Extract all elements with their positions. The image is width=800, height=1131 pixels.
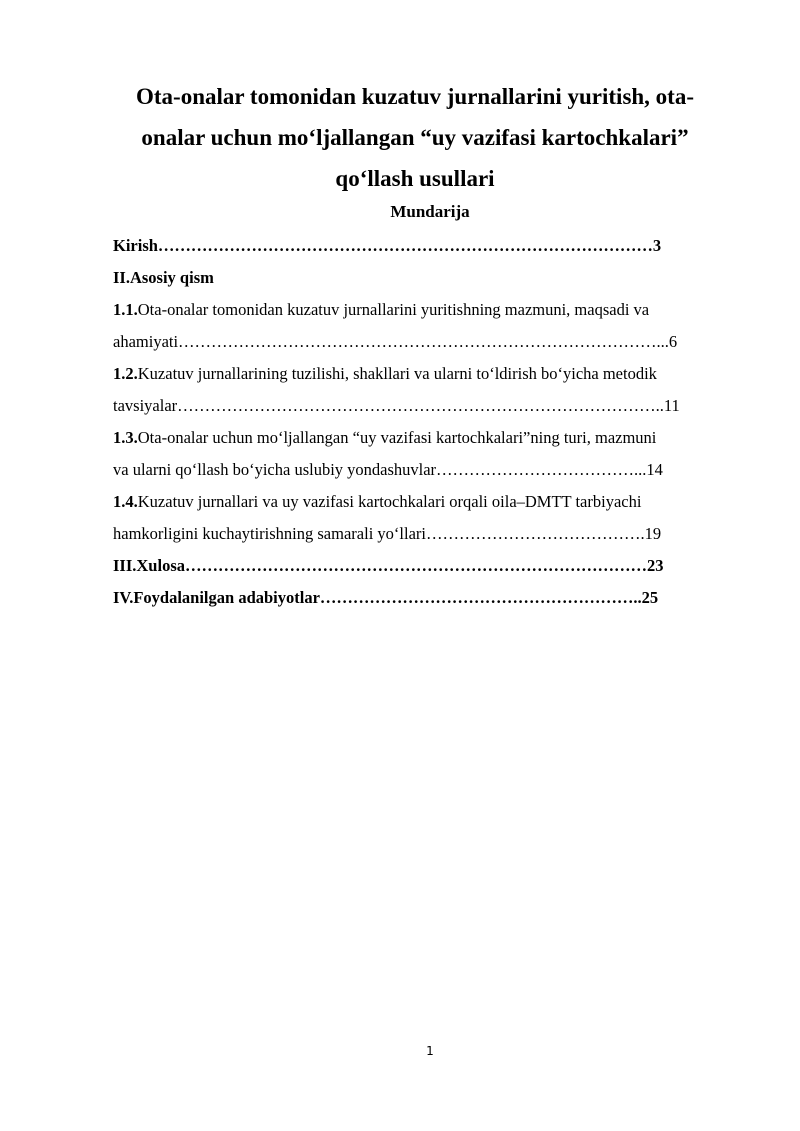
toc-entry-part2: II.Asosiy qism bbox=[113, 268, 214, 287]
toc-entry-1-2-number: 1.2. bbox=[113, 364, 138, 383]
toc-heading: Mundarija bbox=[390, 202, 470, 221]
toc-entry-1-3 bbox=[113, 422, 753, 454]
title-line-3: qo‘llash usullari bbox=[335, 166, 495, 191]
toc-entry-1-1-cont: ahamiyati……………………………………………………………………………...6 bbox=[113, 332, 678, 351]
document-title bbox=[120, 76, 710, 199]
toc-entry-1-3-cont: va ularni qo‘llash bo‘yicha uslubiy yondashuvlar………………………………...14 bbox=[113, 460, 663, 479]
toc-entry-1-2-text: Kuzatuv jurnallarining tuzilishi, shakllari va ularni to‘ldirish bo‘yicha metodik bbox=[137, 364, 657, 383]
toc-entry-1-2-cont: tavsiyalar……………………………………………………………………………..11 bbox=[113, 396, 680, 415]
title-line-2: onalar uchun mo‘ljallangan “uy vazifasi kartochkalari” bbox=[141, 125, 689, 150]
toc-entry-1-4-cont: hamkorligini kuchaytirishning samarali yo‘llari………………………………….19 bbox=[113, 524, 662, 543]
page-number: 1 bbox=[426, 1044, 434, 1058]
table-of-contents bbox=[113, 230, 753, 614]
toc-entry-references: IV.Foydalanilgan adabiyotlar…………………………………………………..25 bbox=[113, 588, 659, 607]
toc-entry-1-4 bbox=[113, 486, 753, 518]
toc-entry-intro: Kirish………………………………………………………………………………3 bbox=[113, 236, 662, 255]
toc-entry-1-2 bbox=[113, 358, 753, 390]
toc-entry-1-3-number: 1.3. bbox=[113, 428, 138, 447]
toc-entry-1-3-text: Ota-onalar uchun mo‘ljallangan “uy vazifasi kartochkalari”ning turi, mazmuni bbox=[137, 428, 657, 447]
toc-entry-1-1-number: 1.1. bbox=[113, 300, 138, 319]
toc-entry-1-4-number: 1.4. bbox=[113, 492, 138, 511]
title-line-1: Ota-onalar tomonidan kuzatuv jurnallarini yuritish, ota- bbox=[135, 84, 695, 109]
toc-entry-conclusion: III.Xulosa…………………………………………………………………………23 bbox=[113, 556, 664, 575]
toc-entry-1-1 bbox=[113, 294, 753, 326]
toc-entry-1-1-text: Ota-onalar tomonidan kuzatuv jurnallarini yuritishning mazmuni, maqsadi va bbox=[137, 300, 650, 319]
toc-entry-1-4-text: Kuzatuv jurnallari va uy vazifasi kartochkalari orqali oila–DMTT tarbiyachi bbox=[137, 492, 642, 511]
